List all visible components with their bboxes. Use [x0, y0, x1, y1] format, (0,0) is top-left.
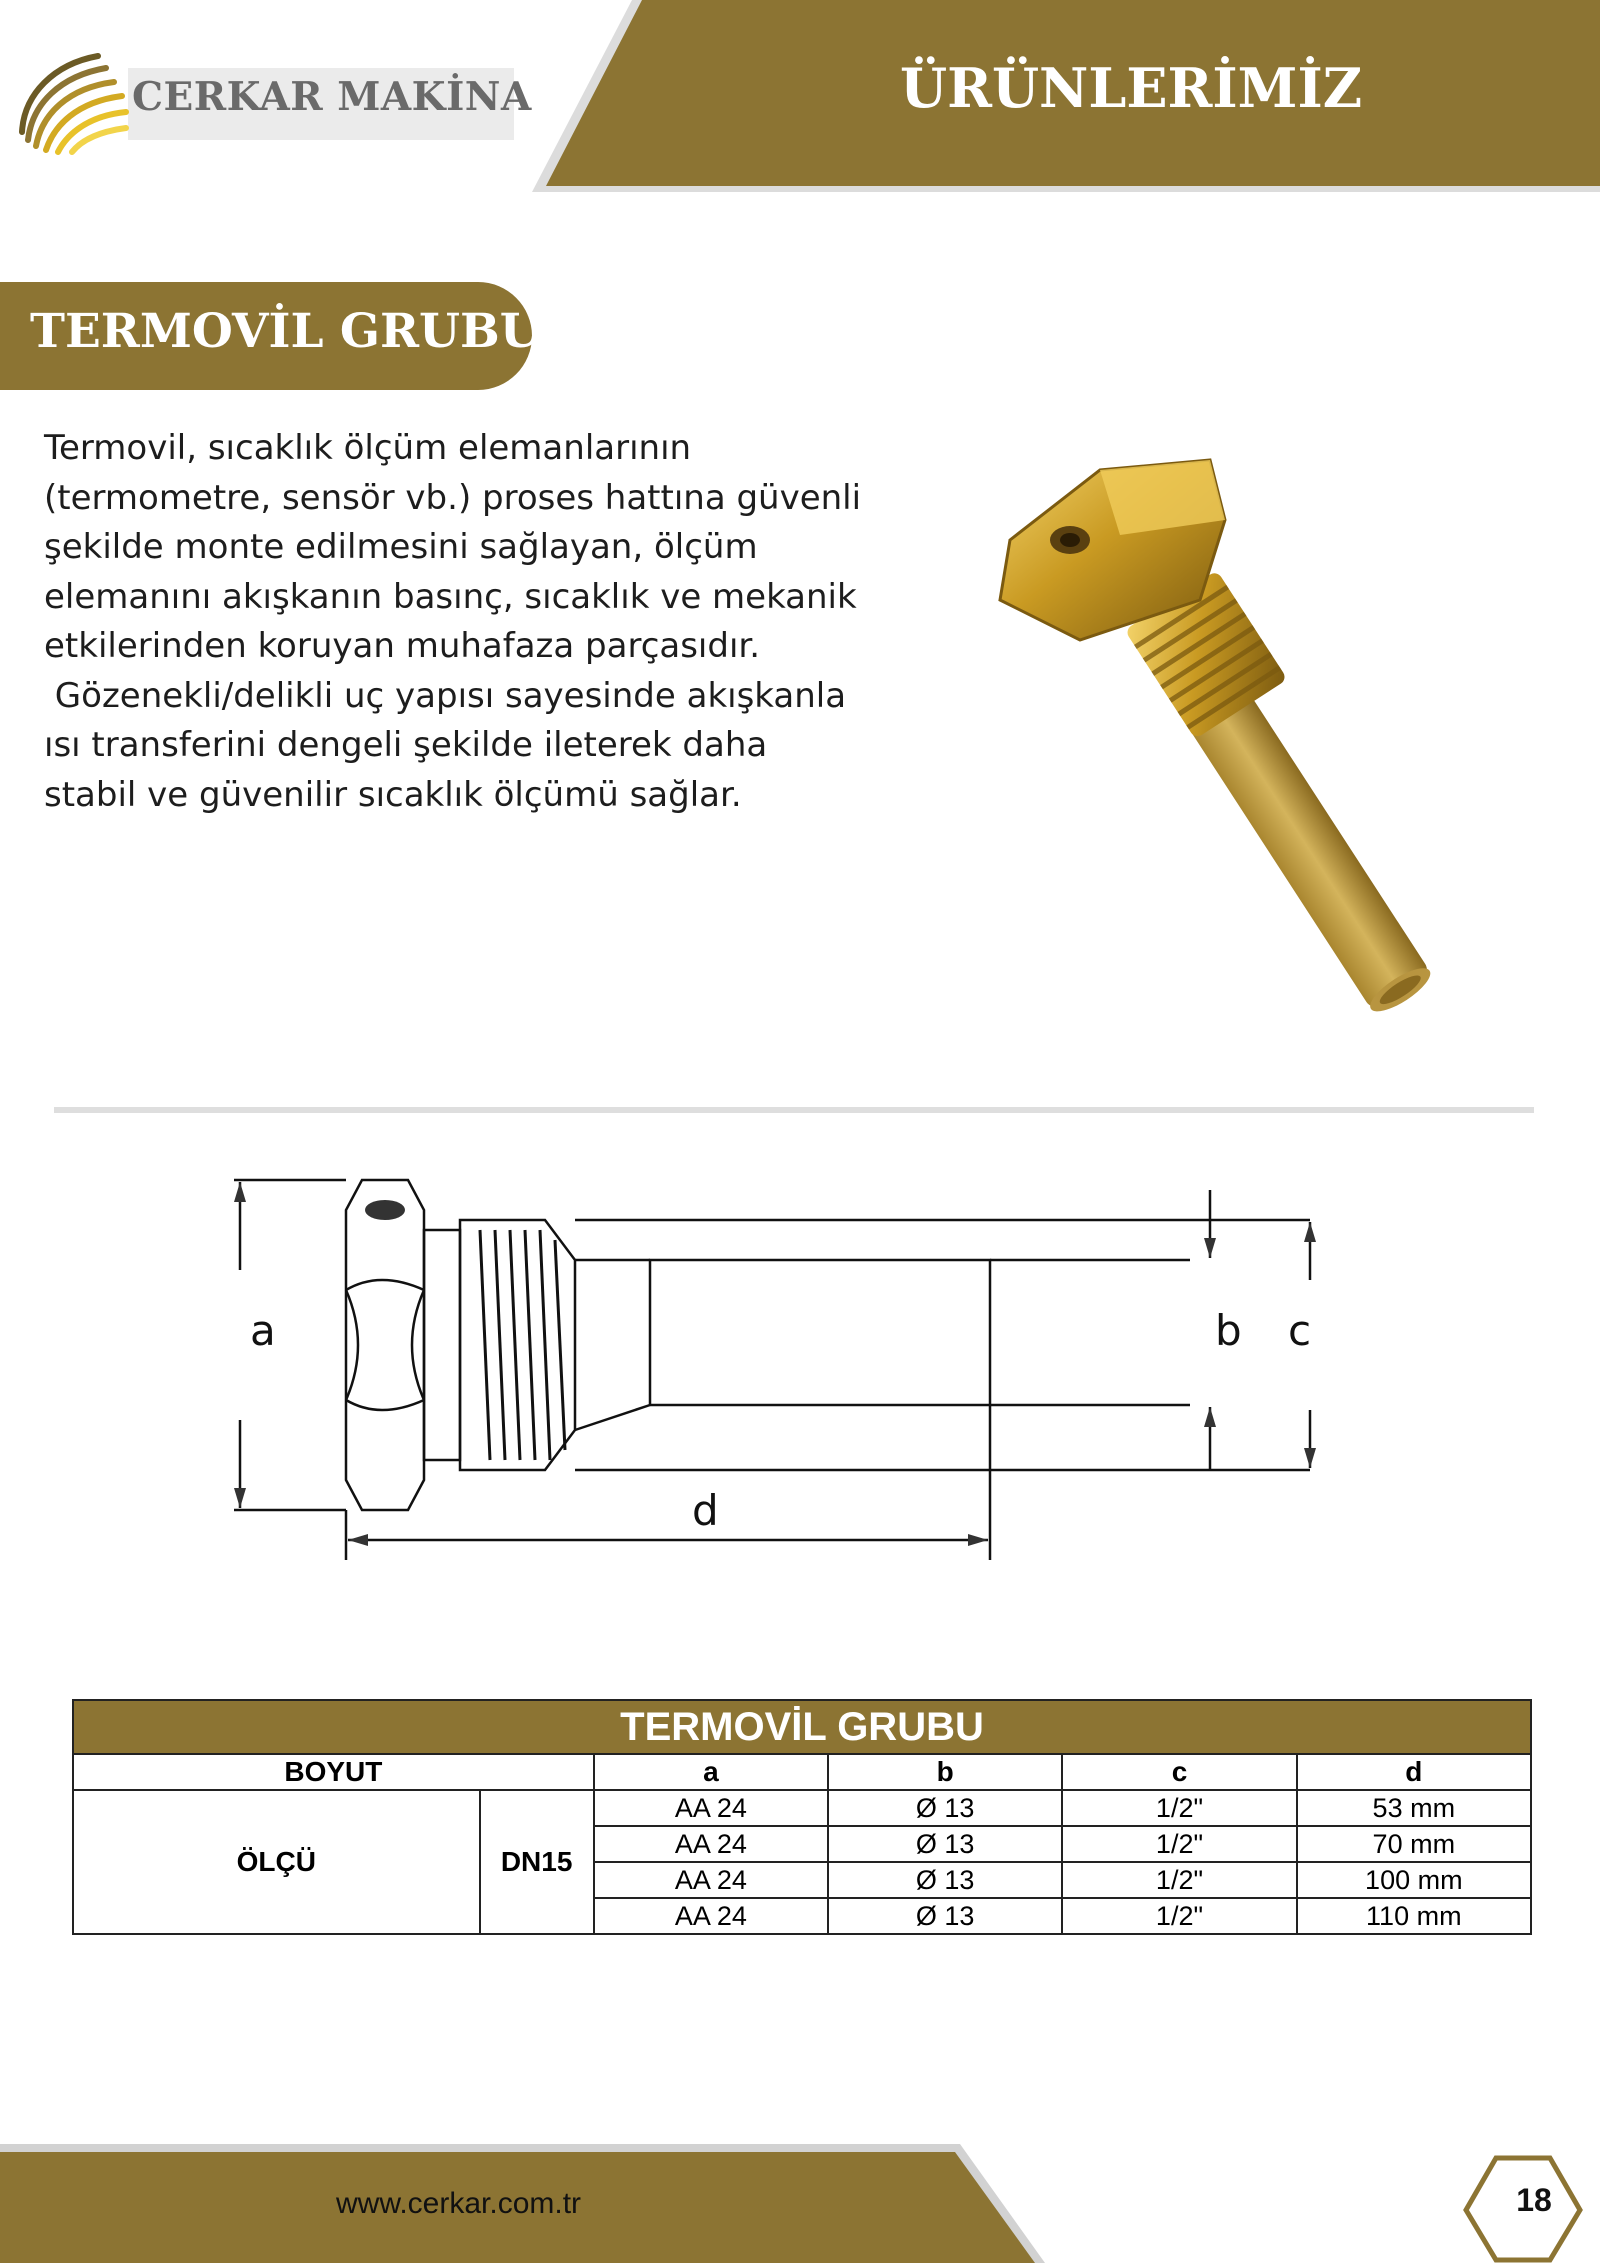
table-title: TERMOVİL GRUBU — [73, 1700, 1531, 1754]
dimension-label-b: b — [1215, 1306, 1242, 1355]
logo-text: CERKAR MAKİNA — [132, 74, 532, 120]
page-title: ÜRÜNLERİMİZ — [900, 56, 1363, 120]
description-line: (termometre, sensör vb.) proses hattına güvenli — [44, 477, 862, 518]
product-image — [980, 440, 1480, 1060]
technical-drawing — [210, 1170, 1350, 1560]
description-line: stabil ve güvenilir sıcaklık ölçümü sağlar. — [44, 774, 742, 815]
footer-banner — [0, 2140, 1600, 2263]
section-divider — [54, 1107, 1534, 1113]
table-cell: 110 mm — [1297, 1898, 1531, 1934]
section-title: TERMOVİL GRUBU — [30, 304, 541, 359]
cerkar-logo-icon — [14, 44, 130, 160]
table-cell: 100 mm — [1297, 1862, 1531, 1898]
page-number: 18 — [1516, 2182, 1552, 2218]
product-description — [44, 424, 924, 820]
dimension-label-d: d — [692, 1486, 719, 1535]
table-header-b: b — [828, 1754, 1062, 1790]
description-line: ısı transferini dengeli şekilde ileterek daha — [44, 725, 768, 765]
dimension-label-c: c — [1288, 1306, 1312, 1355]
description-line: Termovil, sıcaklık ölçüm elemanlarının — [44, 428, 692, 468]
row-label-olcu: ÖLÇÜ — [73, 1790, 480, 1934]
table-header-c: c — [1062, 1754, 1296, 1790]
table-cell: Ø 13 — [828, 1862, 1062, 1898]
table-cell: 1/2" — [1062, 1862, 1296, 1898]
table-cell: 70 mm — [1297, 1826, 1531, 1862]
table-cell: 1/2" — [1062, 1898, 1296, 1934]
table-header-size: BOYUT — [73, 1754, 594, 1790]
table-cell: 1/2" — [1062, 1790, 1296, 1826]
footer-website-link[interactable]: www.cerkar.com.tr — [336, 2187, 582, 2220]
table-cell: AA 24 — [594, 1826, 828, 1862]
table-row — [73, 1790, 1531, 1826]
row-label-dn15: DN15 — [480, 1790, 594, 1934]
description-line: etkilerinden koruyan muhafaza parçasıdır. — [44, 626, 761, 666]
table-cell: Ø 13 — [828, 1790, 1062, 1826]
table-header-d: d — [1297, 1754, 1531, 1790]
dimension-label-a: a — [250, 1306, 276, 1355]
table-cell: Ø 13 — [828, 1898, 1062, 1934]
table-cell: AA 24 — [594, 1862, 828, 1898]
table-cell: AA 24 — [594, 1898, 828, 1934]
description-line: elemanını akışkanın basınç, sıcaklık ve mekanik — [44, 576, 857, 617]
table-cell: Ø 13 — [828, 1826, 1062, 1862]
description-line: şekilde monte edilmesini sağlayan, ölçüm — [44, 527, 758, 567]
table-cell: 53 mm — [1297, 1790, 1531, 1826]
table-header-a: a — [594, 1754, 828, 1790]
table-cell: 1/2" — [1062, 1826, 1296, 1862]
spec-table — [72, 1699, 1532, 1935]
table-cell: AA 24 — [594, 1790, 828, 1826]
description-line: Gözenekli/delikli uç yapısı sayesinde akışkanla — [44, 675, 847, 716]
